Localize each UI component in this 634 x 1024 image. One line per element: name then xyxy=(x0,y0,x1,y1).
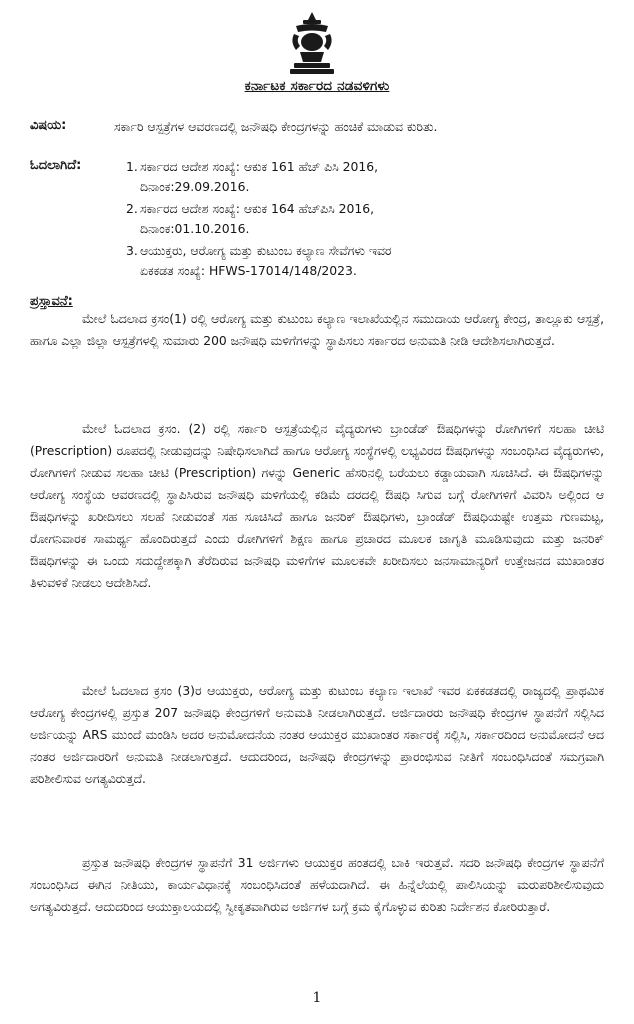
subject-text: ಸರ್ಕಾರಿ ಆಸ್ಪತ್ರೆಗಳ ಆವರಣದಲ್ಲಿ ಜನೌಷಧಿ ಕೇಂದ್ರಗಳನ್ನು ಹಂಚಿಕೆ ಮಾಡುವ ಕುರಿತು. xyxy=(114,119,438,134)
karnataka-emblem-icon xyxy=(286,10,338,76)
preamble-paragraph: ಮೇಲೆ ಓದಲಾದ ಕ್ರಸಂ(1) ರಲ್ಲಿ ಆರೋಗ್ಯ ಮತ್ತು ಕುಟುಂಬ ಕಲ್ಯಾಣ ಇಲಾಖೆಯಲ್ಲಿನ ಸಮುದಾಯ ಆರೋಗ್ಯ ಕೇಂದ್ರ, ತಾಲ್ಲೂಕು ಆಸ್ಪತ್ರೆ, ಹಾಗೂ ಎಲ್ಲಾ ಜಿಲ್ಲಾ ಆಸ್ಪತ್ರೆಗಳಲ್ಲಿ ಸುಮಾರು 200 ಜನೌಷಧಿ ಮಳಿಗೆಗಳನ್ನು ಸ್ಥಾಪಿಸಲು ಸರ್ಕಾರದ ಅನುಮತಿ ನೀಡಿ ಆದೇಶಿಸಲಾಗಿರುತ್ತದೆ. xyxy=(30,312,604,348)
reference-number: 3. xyxy=(126,243,138,258)
reference-line: ಆಯುಕ್ತರು, ಆರೋಗ್ಯ ಮತ್ತು ಕುಟುಂಬ ಕಲ್ಯಾಣ ಸೇವೆಗಳು ಇವರ xyxy=(140,243,392,258)
references-label: ಓದಲಾಗಿದೆ: xyxy=(30,158,82,173)
reference-line: ದಿನಾಂಕ:29.09.2016. xyxy=(140,179,250,194)
preamble-paragraph: ಮೇಲೆ ಓದಲಾದ ಕ್ರಸಂ (3)ರ ಆಯುಕ್ತರು, ಆರೋಗ್ಯ ಮತ್ತು ಕುಟುಂಬ ಕಲ್ಯಾಣ ಇಲಾಖೆ ಇವರ ಏಕಕಡತದಲ್ಲಿ ರಾಜ್ಯದಲ್ಲಿ ಪ್ರಾಥಮಿಕ ಆರೋಗ್ಯ ಕೇಂದ್ರಗಳಲ್ಲಿ ಪ್ರಸ್ತುತ 207 ಜನೌಷಧಿ ಕೇಂದ್ರಗಳಿಗೆ ಅನುಮತಿ ನೀಡಲಾಗಿರುತ್ತದೆ. ಅರ್ಜಿದಾರರು ಜನೌಷಧಿ ಕೇಂದ್ರಗಳ ಸ್ಥಾಪನೆಗೆ ಸಲ್ಲಿಸಿದ ಅರ್ಜಿಯನ್ನು ARS ಮುಂದೆ ಮಂಡಿಸಿ ಅದರ ಅನುಮೋದನೆಯ ನಂತರ ಆಯುಕ್ತರ ಮುಖಾಂತರ ಸರ್ಕಾರಕ್ಕೆ ಸಲ್ಲಿಸಿ, ಸರ್ಕಾರದಿಂದ ಅನುಮೋದನೆ ಆದ ನಂತರ ಅರ್ಜಿದಾರರಿಗೆ ಅನುಮತಿ ನೀಡಲಾಗುತ್ತದೆ. ಆದುದರಿಂದ, ಜನೌಷಧಿ ಕೇಂದ್ರಗಳನ್ನು ಪ್ರಾರಂಭಿಸುವ ನೀತಿಗೆ ಸಂಬಂಧಿಸಿದಂತೆ ಸಮಗ್ರವಾಗಿ ಪರಿಶೀಲಿಸುವ ಅಗತ್ಯವಿರುತ್ತದೆ. xyxy=(30,684,604,786)
page-title: ಕರ್ನಾಟಕ ಸರ್ಕಾರದ ನಡವಳಿಗಳು xyxy=(244,78,390,94)
preamble-paragraph: ಮೇಲೆ ಓದಲಾದ ಕ್ರಸಂ. (2) ರಲ್ಲಿ ಸರ್ಕಾರಿ ಆಸ್ಪತ್ರೆಯಲ್ಲಿನ ವೈದ್ಯರುಗಳು ಬ್ರಾಂಡೆಡ್ ಔಷಧಿಗಳನ್ನು ರೋಗಿಗಳಿಗೆ ಸಲಹಾ ಚೀಟಿ (Prescription) ರೂಪದಲ್ಲಿ ನೀಡುವುದನ್ನು ನಿಷೇಧಿಸಲಾಗಿದೆ ಹಾಗೂ ಆರೋಗ್ಯ ಸಂಸ್ಥೆಗಳಲ್ಲಿ ಲಭ್ಯವಿರದ ಔಷಧಿಗಳನ್ನು ಸಂಬಂಧಿಸಿದ ವೈದ್ಯರುಗಳು, ರೋಗಿಗಳಿಗೆ ನೀಡುವ ಸಲಹಾ ಚೀಟಿ (Prescription) ಗಳನ್ನು Generic ಹೆಸರಿನಲ್ಲಿ ಬರೆಯಲು ಕಡ್ಡಾಯವಾಗಿ ಸೂಚಿಸಿದೆ. ಈ ಔಷಧಿಗಳನ್ನು ಆರೋಗ್ಯ ಸಂಸ್ಥೆಯ ಆವರಣದಲ್ಲಿ ಸ್ಥಾಪಿಸಿರುವ ಜನೌಷಧಿ ಮಳಿಗೆಯಲ್ಲಿ ಕಡಿಮೆ ದರದಲ್ಲಿ ಔಷಧಿ ಸಿಗುವ ಬಗ್ಗೆ ರೋಗಿಗಳಿಗೆ ವಿವರಿಸಿ ಅಲ್ಲಿಂದ ಆ ಔಷಧಿಗಳನ್ನು ಖರೀದಿಸಲು ಸಲಹೆ ನೀಡುವಂತೆ ಸಹ ಸೂಚಿಸಿದೆ ಹಾಗೂ ಜನರಿಕ್ ಔಷಧಿಗಳು, ಬ್ರಾಂಡೆಡ್ ಔಷಧಿಯಷ್ಟೇ ಉತ್ತಮ ಗುಣಮಟ್ಟ, ರೋಗನಿವಾರಕ ಸಾಮರ್ಥ್ಯ ಹೊಂದಿರುತ್ತದೆ ಎಂದು ರೋಗಿಗಳಿಗೆ ಶಿಕ್ಷಣ ಹಾಗೂ ಪ್ರಚಾರದ ಮೂಲಕ ಜಾಗೃತಿ ಮೂಡಿಸುವುದು ಮತ್ತು ಜನರಿಕ್ ಔಷಧಿಗಳನ್ನು ಈ ಒಂದು ಸದುದ್ದೇಶಕ್ಕಾಗಿ ತೆರೆದಿರುವ ಜನೌಷಧಿ ಮಳಿಗೆಗಳ ಮೂಲಕವೇ ಖರೀದಿಸಲು ಜನಸಾಮಾನ್ಯರಿಗೆ ಉತ್ತೇಜನದ ಮುಖಾಂತರ ತಿಳುವಳಿಕೆ ನೀಡಲು ಆದೇಶಿಸಿದೆ. xyxy=(30,422,604,590)
reference-number: 2. xyxy=(126,201,138,216)
page-number: 1 xyxy=(312,990,322,1006)
reference-item xyxy=(126,157,604,197)
preamble-paragraph: ಪ್ರಸ್ತುತ ಜನೌಷಧಿ ಕೇಂದ್ರಗಳ ಸ್ಥಾಪನೆಗೆ 31 ಅರ್ಜಿಗಳು ಆಯುಕ್ತರ ಹಂತದಲ್ಲಿ ಬಾಕಿ ಇರುತ್ತವೆ. ಸದರಿ ಜನೌಷಧಿ ಕೇಂದ್ರಗಳ ಸ್ಥಾಪನೆಗೆ ಸಂಬಂಧಿಸಿದ ಈಗಿನ ನೀತಿಯು, ಕಾರ್ಯವಿಧಾನಕ್ಕೆ ಸಂಬಂಧಿಸಿದಂತೆ ಹಳೆಯದಾಗಿದೆ. ಈ ಹಿನ್ನೆಲೆಯಲ್ಲಿ ಪಾಲಿಸಿಯನ್ನು ಮರುಪರಿಶೀಲಿಸುವುದು ಅಗತ್ಯವಿರುತ್ತದೆ. ಆದುದರಿಂದ ಆಯುಕ್ತಾಲಯದಲ್ಲಿ ಸ್ವೀಕೃತವಾಗಿರುವ ಅರ್ಜಿಗಳ ಬಗ್ಗೆ ಕ್ರಮ ಕೈಗೊಳ್ಳುವ ಕುರಿತು ನಿರ್ದೇಶನ ಕೋರಿರುತ್ತಾರೆ. xyxy=(30,856,604,914)
reference-number: 1. xyxy=(126,159,138,174)
subject-label: ವಿಷಯ: xyxy=(30,118,67,133)
preamble-heading: ಪ್ರಸ್ತಾವನೆ: xyxy=(30,294,73,309)
reference-item xyxy=(126,199,604,239)
reference-line: ದಿನಾಂಕ:01.10.2016. xyxy=(140,221,250,236)
reference-line: ಏಕಕಡತ ಸಂಖ್ಯೆ: HFWS-17014/148/2023. xyxy=(140,263,357,278)
reference-line: ಸರ್ಕಾರದ ಆದೇಶ ಸಂಖ್ಯೆ: ಆಕುಕ 164 ಹೆಚ್‌ಪಿಸಿ 2016, xyxy=(140,201,375,216)
reference-item xyxy=(126,241,604,281)
reference-line: ಸರ್ಕಾರದ ಆದೇಶ ಸಂಖ್ಯೆ: ಆಕುಕ 161 ಹೆಚ್ ಪಿಸಿ 2016, xyxy=(140,159,379,174)
